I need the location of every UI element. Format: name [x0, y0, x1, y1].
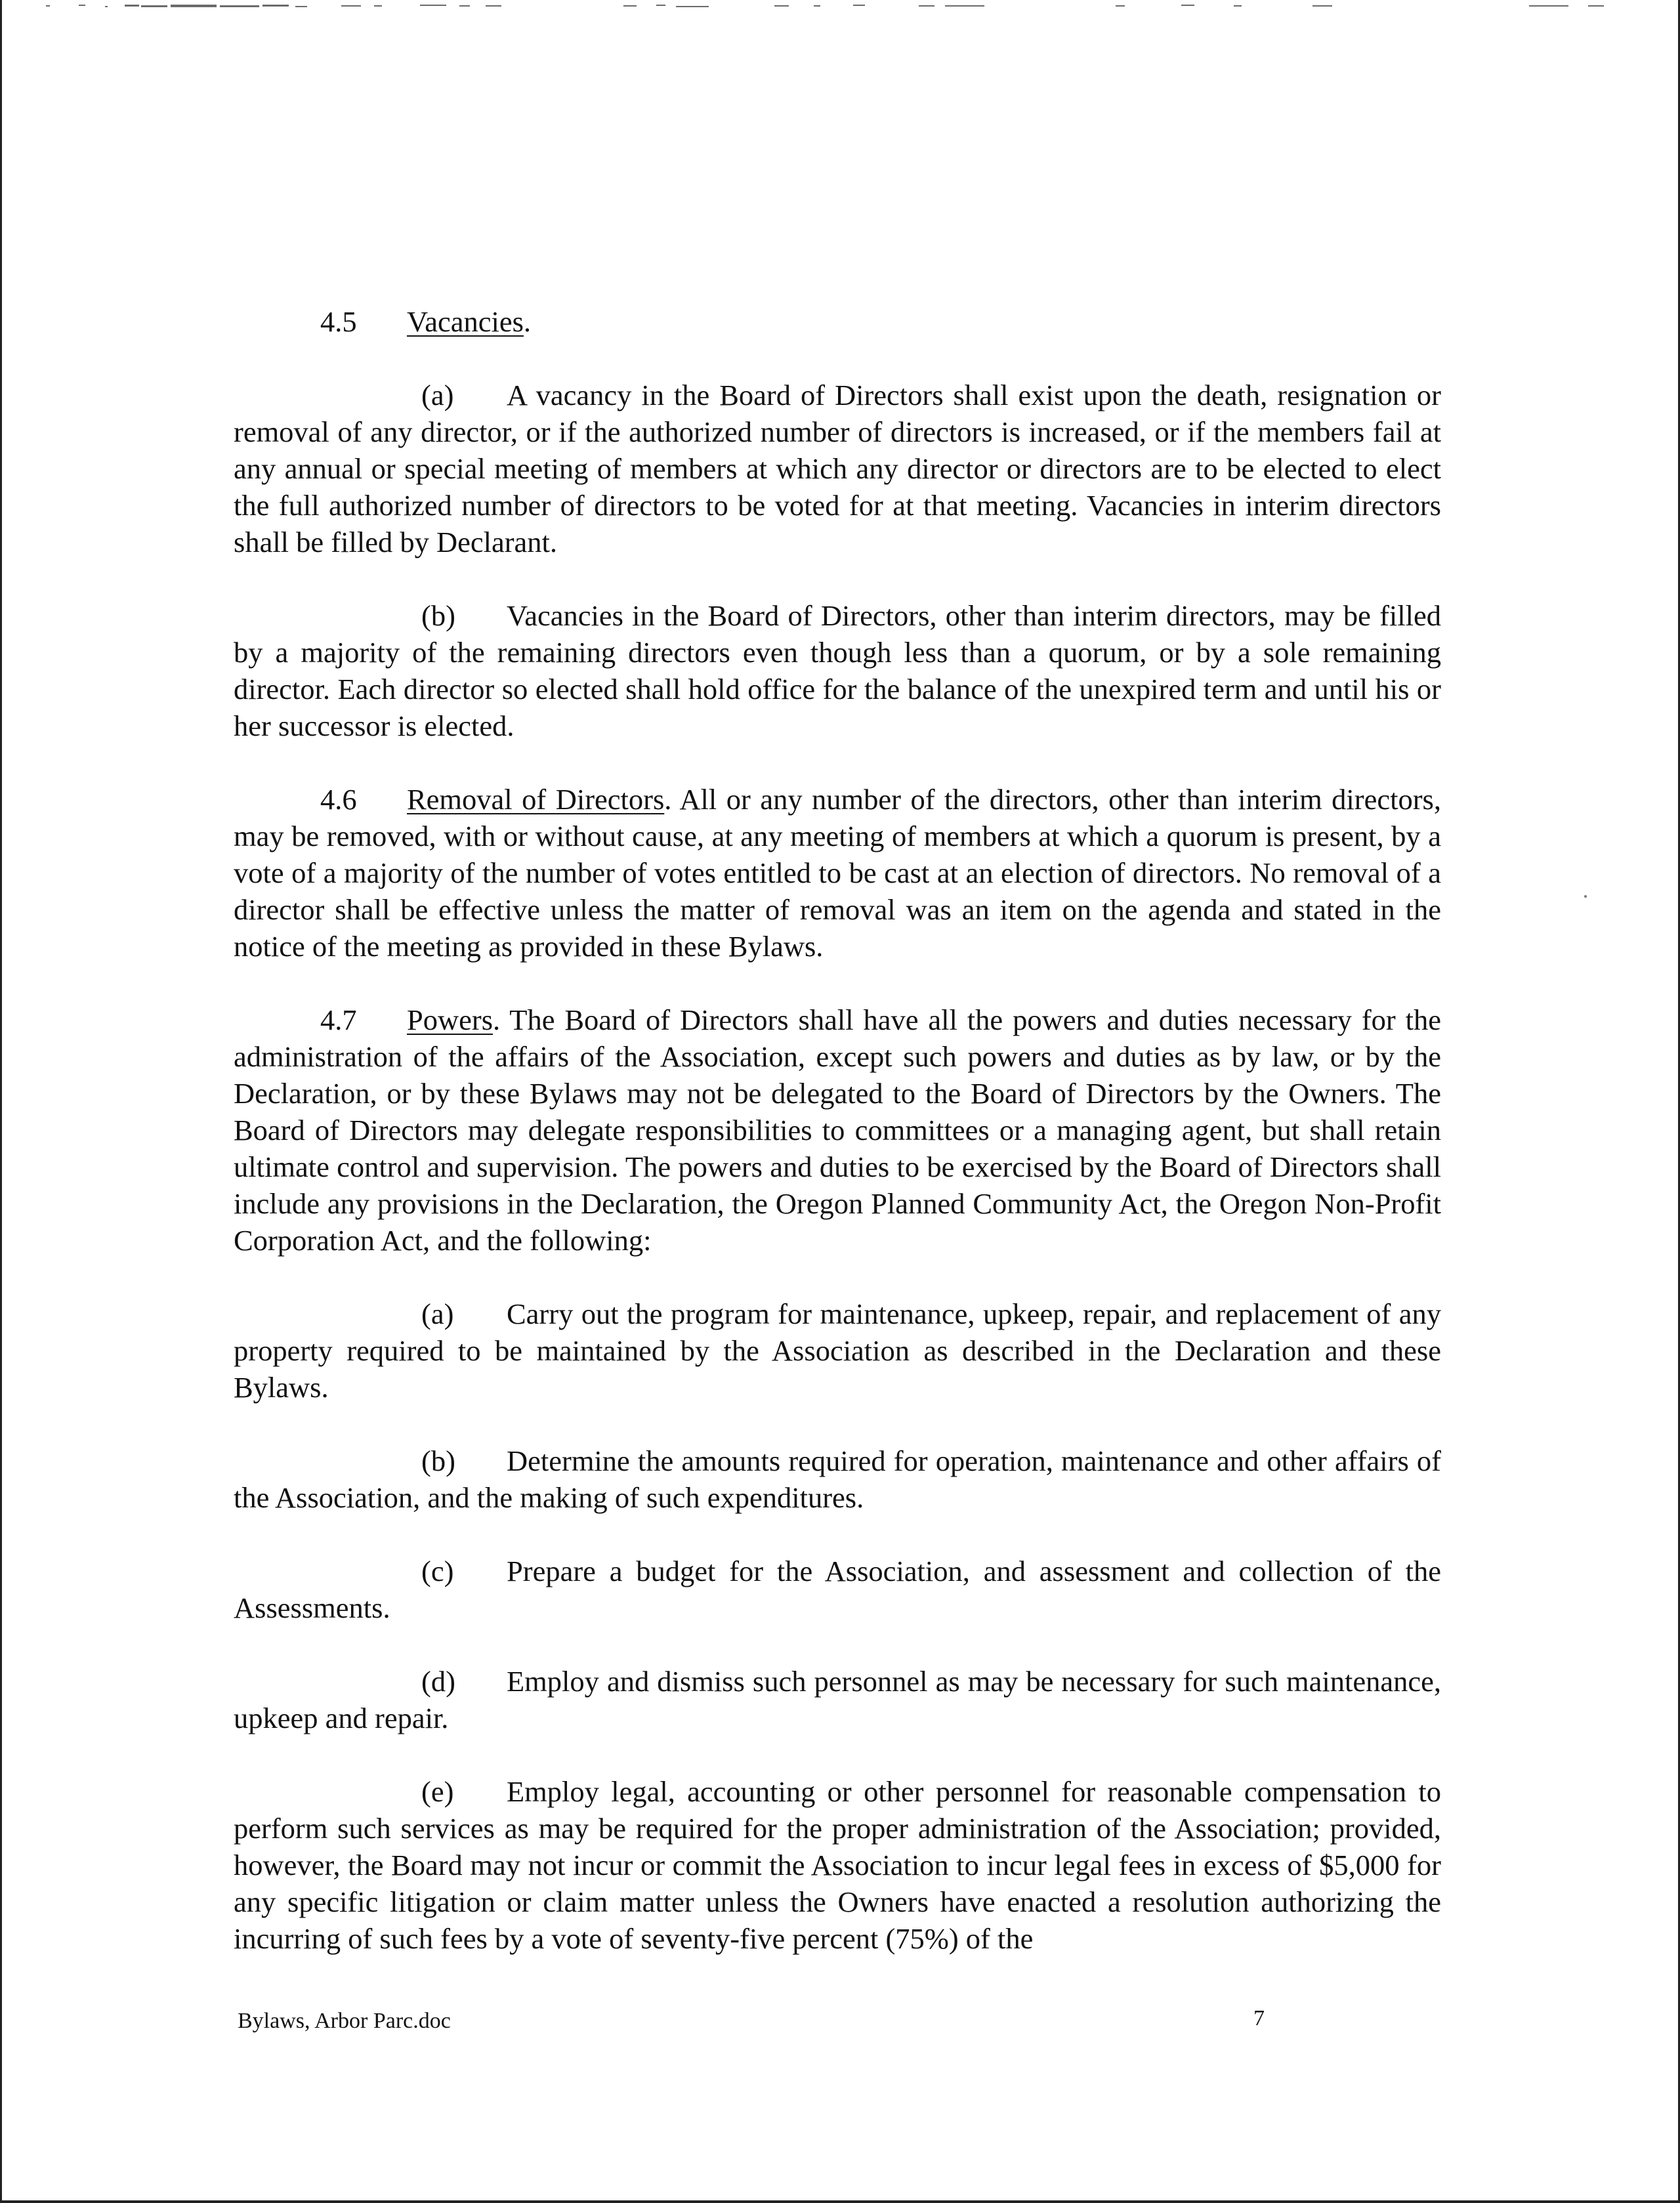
item-text: Determine the amounts required for operation, maintenance and other affairs of the Association, and the making of such expenditures.: [234, 1444, 1441, 1514]
item-label: (a): [421, 379, 454, 411]
section-4-6: [234, 781, 1441, 965]
item-text: Vacancies in the Board of Directors, other than interim directors, may be filled by a majority of the remaining directors even though less than a quorum, or by a sole remaining director. Each director so elected shall hold office for the balance of the unexpired term and until his or her successor is elected.: [234, 599, 1441, 742]
section-number: 4.7: [320, 1003, 357, 1036]
section-4-5-b: [234, 597, 1441, 744]
section-title-punct: .: [523, 305, 532, 338]
section-title: Powers: [407, 1003, 494, 1036]
section-text: . The Board of Directors shall have all the powers and duties necessary for the administration of the affairs of the Association, except such powers and duties as by law, or by the Declaration, or by these Bylaws may not be delegated to the Board of Directors by the Owners. The Board of Directors may delegate responsibilities to committees or a managing agent, but shall retain ultimate control and supervision. The powers and duties to be exercised by the Board of Directors shall include any provisions in the Declaration, the Oregon Planned Community Act, the Oregon Non-Profit Corporation Act, and the following:: [234, 1003, 1441, 1257]
item-label: (c): [421, 1555, 454, 1587]
item-label: (b): [421, 1444, 455, 1477]
section-number: 4.6: [320, 783, 357, 816]
item-text: A vacancy in the Board of Directors shall exist upon the death, resignation or removal of any director, or if the authorized number of directors is increased, or if the members fail at any annual or special meeting of members at which any director or directors are to be elected to elect the full authorized number of directors to be voted for at that meeting. Vacancies in interim directors shall be filled by Declarant.: [234, 379, 1441, 558]
section-4-7-a: [234, 1295, 1441, 1406]
section-4-7-c: [234, 1553, 1441, 1626]
section-text: . All or any number of the directors, other than interim directors, may be removed, with or without cause, at any meeting of members at which a quorum is present, by a vote of a majority of the number of votes entitled to be cast at an election of directors. No removal of a director shall be effective unless the matter of removal was an item on the agenda and stated in the notice of the meeting as provided in these Bylaws.: [234, 783, 1441, 963]
scan-speck: [1584, 895, 1587, 898]
section-title: Vacancies: [407, 305, 524, 338]
section-title: Removal of Directors: [407, 783, 665, 816]
scan-noise-strip: [0, 3, 1680, 12]
item-label: (e): [421, 1775, 454, 1808]
footer-filename: Bylaws, Arbor Parc.doc: [238, 2009, 451, 2033]
item-text: Prepare a budget for the Association, and assessment and collection of the Assessments.: [234, 1555, 1441, 1624]
section-4-7-d: [234, 1663, 1441, 1736]
section-4-7-b: [234, 1442, 1441, 1516]
footer-page-number: 7: [1253, 2006, 1265, 2030]
section-4-7: [234, 1001, 1441, 1259]
section-number: 4.5: [320, 305, 357, 338]
item-label: (d): [421, 1665, 455, 1698]
document-body: [234, 303, 1441, 1957]
item-text: Carry out the program for maintenance, upkeep, repair, and replacement of any property required to be maintained by the Association as described in the Declaration and these Bylaws.: [234, 1297, 1441, 1404]
item-text: Employ legal, accounting or other personnel for reasonable compensation to perform such services as may be required for the proper administration of the Association; provided, however, the Board may not incur or commit the Association to incur legal fees in excess of $5,000 for any specific litigation or claim matter unless the Owners have enacted a resolution authorizing the incurring of such fees by a vote of seventy-five percent (75%) of the: [234, 1775, 1441, 1955]
item-label: (b): [421, 599, 455, 632]
item-label: (a): [421, 1297, 454, 1330]
section-4-5-a: [234, 377, 1441, 560]
section-4-7-e: [234, 1773, 1441, 1957]
section-4-5-heading: [234, 303, 1441, 340]
item-text: Employ and dismiss such personnel as may be necessary for such maintenance, upkeep and repair.: [234, 1665, 1441, 1734]
